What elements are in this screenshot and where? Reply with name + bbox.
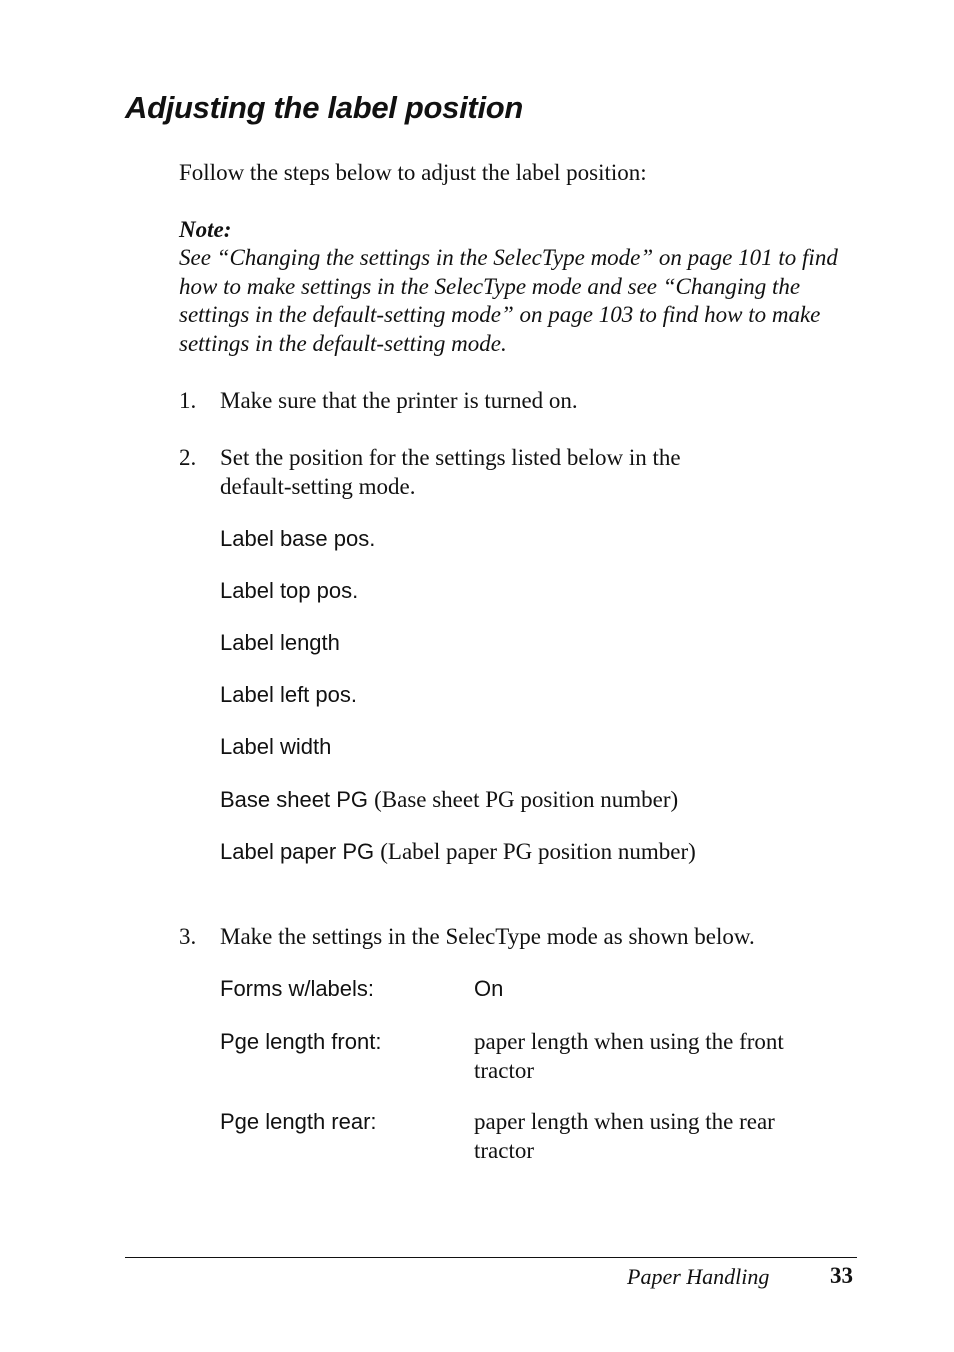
table-value-line: paper length when using the front xyxy=(474,1029,784,1054)
setting-name: Label length xyxy=(220,630,340,655)
note-line: how to make settings in the SelecType mode and see “Changing the xyxy=(179,273,801,299)
table-value xyxy=(474,974,864,1003)
setting-name: Base sheet PG xyxy=(220,787,368,812)
table-value xyxy=(474,1107,864,1165)
table-value-line: paper length when using the rear xyxy=(474,1109,775,1134)
page-number: 33 xyxy=(830,1263,853,1288)
setting-item xyxy=(220,785,678,814)
setting-item xyxy=(220,628,340,657)
intro-paragraph: Follow the steps below to adjust the label position: xyxy=(179,160,647,185)
setting-description: (Base sheet PG position number) xyxy=(374,787,679,812)
table-label: Pge length rear: xyxy=(220,1109,377,1134)
step-3-number: 3. xyxy=(179,924,197,949)
table-label: Pge length front: xyxy=(220,1029,382,1054)
table-value-line: tractor xyxy=(474,1058,535,1083)
step-line: Make sure that the printer is turned on. xyxy=(220,388,578,413)
setting-name: Label paper PG xyxy=(220,839,375,864)
setting-item xyxy=(220,576,358,605)
setting-name: Label top pos. xyxy=(220,578,359,603)
step-1-number: 1. xyxy=(179,388,197,413)
setting-name: Label base pos. xyxy=(220,526,376,551)
step-line: Set the position for the settings listed below in the xyxy=(220,445,681,470)
footer-divider xyxy=(125,1257,857,1258)
table-value xyxy=(474,1027,864,1085)
setting-name: Label width xyxy=(220,734,332,759)
note-line: See “Changing the settings in the SelecType mode” on page 101 to find xyxy=(179,245,838,270)
section-heading: Adjusting the label position xyxy=(125,90,524,125)
note-line: settings in the default-setting mode. xyxy=(179,330,507,356)
step-line: Make the settings in the SelecType mode as shown below. xyxy=(220,924,755,949)
note-title: Note: xyxy=(179,217,232,242)
setting-item xyxy=(220,524,375,553)
step-1-text xyxy=(220,386,860,415)
step-2-number: 2. xyxy=(179,445,197,470)
setting-item xyxy=(220,680,357,709)
note-line: settings in the default-setting mode” on page 103 to find how to make xyxy=(179,302,821,327)
step-line: default-setting mode. xyxy=(220,474,416,499)
note-body xyxy=(179,244,869,358)
step-3-text xyxy=(220,922,860,951)
table-label: Forms w/labels: xyxy=(220,976,375,1001)
setting-name: Label left pos. xyxy=(220,682,357,707)
table-value-line: tractor xyxy=(474,1138,535,1163)
setting-description: (Label paper PG position number) xyxy=(380,839,696,864)
setting-item xyxy=(220,732,331,761)
step-2-text xyxy=(220,443,860,501)
footer-section-title: Paper Handling xyxy=(627,1264,770,1289)
setting-item xyxy=(220,837,696,866)
table-value-line: On xyxy=(474,976,504,1001)
